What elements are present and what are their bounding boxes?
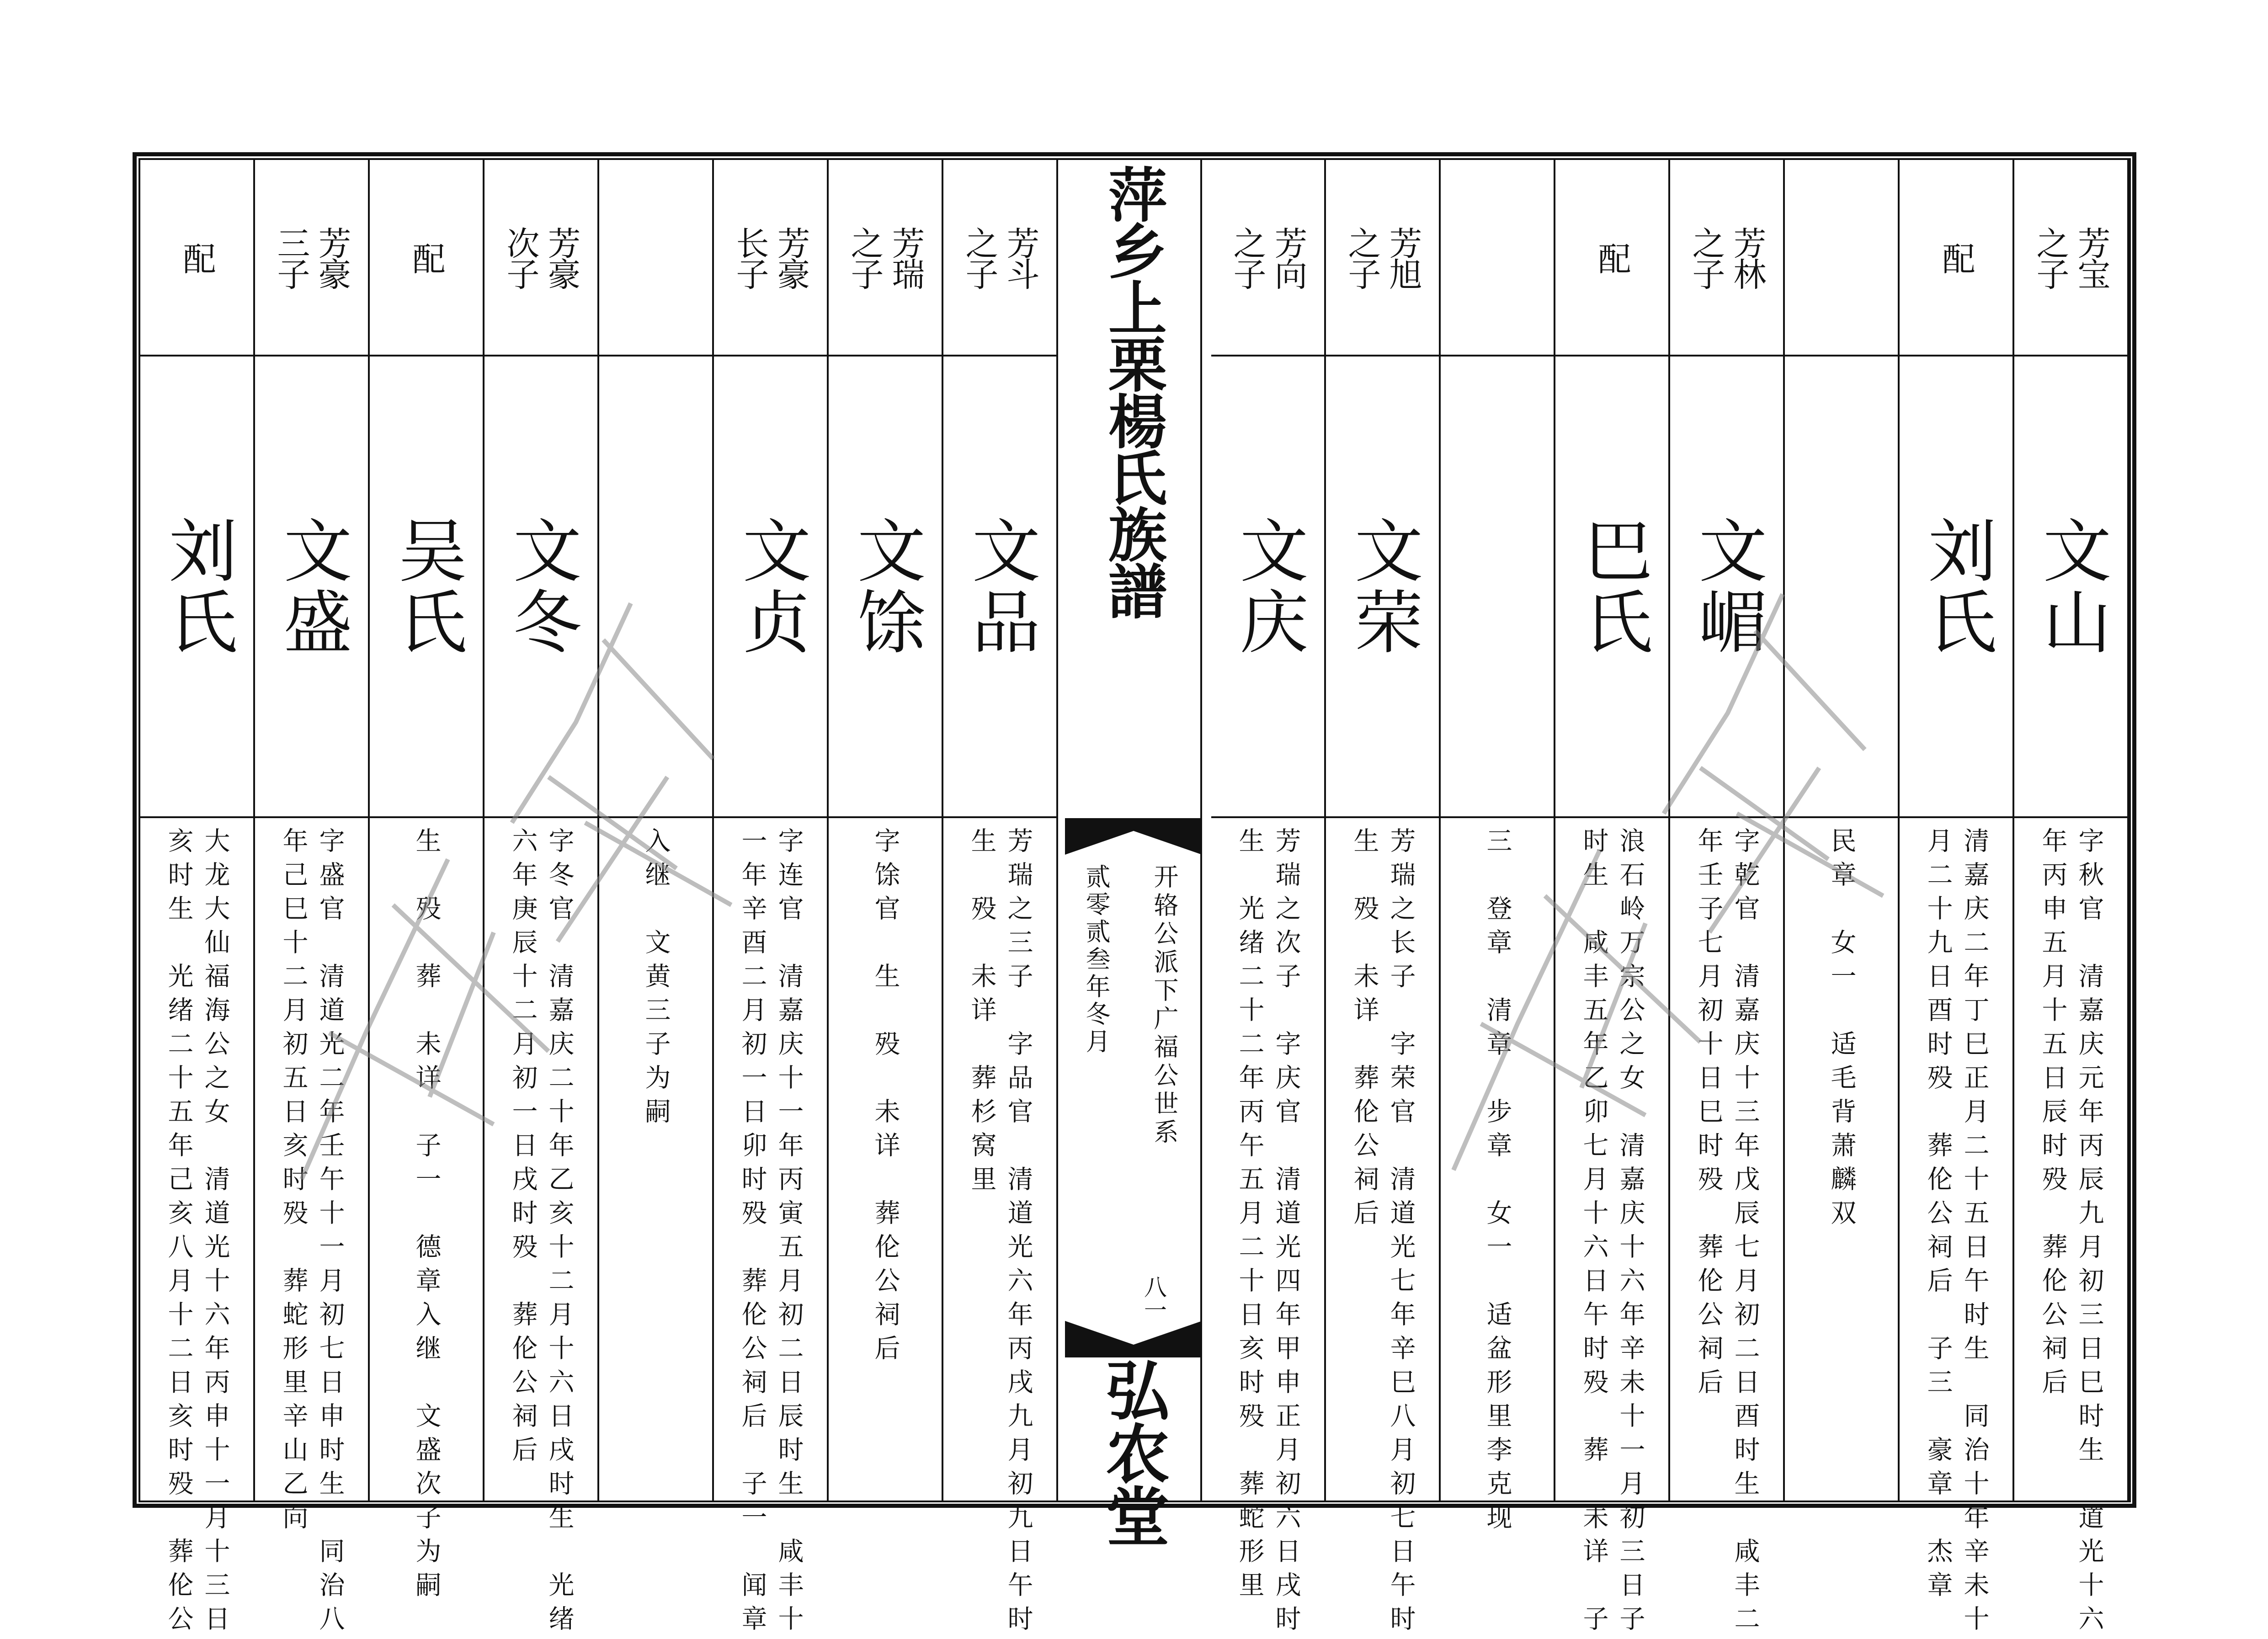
entry-column	[1555, 160, 1670, 1639]
biography-cell	[943, 818, 1056, 1639]
entry-column	[1211, 160, 1326, 1639]
biography-line: 年壬子七月初十日巳时殁 葬伦公祠后	[1693, 827, 1724, 1402]
biography-line: 字馀官 生 殁 未详 葬伦公祠后	[870, 827, 900, 1368]
fish-tail-bottom-ornament	[1065, 1321, 1202, 1357]
person-name: 文荣	[1342, 515, 1422, 658]
biography-line: 年丙申五月十五日辰时殁 葬伦公祠后	[2038, 827, 2068, 1402]
name-cell	[1326, 357, 1439, 818]
entry-column	[1670, 160, 1785, 1639]
biography-cell	[1670, 818, 1783, 1639]
entry-column	[599, 160, 714, 1501]
biography-line: 民章 女一 适毛背萧麟双	[1826, 827, 1857, 1233]
center-spine	[1065, 160, 1202, 1547]
biography-line: 三 登章 清章 步章 女一 适盆形里李克现	[1482, 827, 1512, 1538]
entry-column	[484, 160, 599, 1639]
biography-cell	[484, 818, 597, 1639]
relation-cell	[829, 160, 942, 357]
biography-cell	[255, 818, 368, 1639]
fish-tail-top-ornament	[1065, 818, 1202, 855]
biography-line: 清嘉庆二年丁巳正月二十五日午时生 同治十年辛未十	[1959, 827, 1990, 1639]
relation-cell	[255, 160, 368, 357]
name-cell	[1785, 357, 1898, 818]
person-name: 巴氏	[1572, 515, 1652, 658]
relation-cell	[943, 160, 1056, 357]
biography-cell	[1555, 818, 1668, 1639]
biography-line: 一年辛酉二月初一日卯时殁 葬伦公祠后 子一 闻章	[737, 827, 767, 1639]
name-cell	[1900, 357, 2012, 818]
biography-line: 入继 文黄三子为嗣	[641, 827, 671, 1132]
entry-column	[943, 160, 1058, 1639]
person-name: 刘氏	[157, 515, 237, 658]
biography-line: 字秋官 清嘉庆元年丙辰九月初三日巳时生 道光十六	[2074, 827, 2104, 1639]
person-name: 文山	[2031, 515, 2111, 658]
relation-cell	[714, 160, 827, 357]
name-cell	[714, 357, 827, 818]
biography-line: 时生 咸丰五年乙卯七月十六日午时殁 葬 未详 子	[1579, 827, 1609, 1639]
name-cell	[370, 357, 483, 818]
relation-label: 之子	[1687, 226, 1725, 288]
biography-line: 大龙大仙福海公之女 清道光十六年丙申十一月十三日	[200, 827, 230, 1639]
biography-cell	[714, 818, 827, 1639]
person-name: 文贞	[730, 515, 810, 658]
relation-label: 之子	[960, 226, 999, 288]
relation-label: 芳豪	[772, 226, 810, 288]
biography-line: 芳瑞之三子 字品官 清道光六年丙戌九月初九日午时	[1003, 827, 1033, 1639]
name-cell	[140, 357, 253, 818]
biography-cell	[370, 818, 483, 1605]
person-name: 吴氏	[386, 515, 466, 658]
biography-line: 字盛官 清道光二年壬午十一月初七日申时生 同治八	[315, 827, 345, 1639]
person-name: 文冬	[501, 515, 581, 658]
biography-cell	[1326, 818, 1439, 1639]
relation-label: 芳斗	[1001, 226, 1040, 288]
relation-label: 芳向	[1269, 226, 1308, 288]
relation-cell	[2014, 160, 2127, 357]
entry-column	[1900, 160, 2014, 1639]
name-cell	[943, 357, 1056, 818]
entry-column	[370, 160, 484, 1605]
name-cell	[829, 357, 942, 818]
relation-label: 次子	[501, 226, 540, 288]
entry-column	[1441, 160, 1555, 1538]
biography-line: 生 殁 葬 未详 子一 德章入继 文盛次子为嗣	[411, 827, 442, 1605]
name-cell	[2014, 357, 2127, 818]
person-name: 文馀	[845, 515, 925, 658]
relation-label: 之子	[845, 226, 884, 288]
person-name: 文庆	[1228, 515, 1308, 658]
biography-line: 生 殁 未详 葬伦公祠后	[1349, 827, 1379, 1233]
entry-column	[1785, 160, 1900, 1501]
relation-label: 配	[1592, 242, 1631, 273]
relation-label: 之子	[1228, 226, 1267, 288]
relation-label: 三子	[272, 226, 310, 288]
relation-cell	[1900, 160, 2012, 357]
relation-label: 芳旭	[1384, 226, 1422, 288]
relation-label: 之子	[2031, 226, 2070, 288]
biography-line: 生 殁 未详 葬杉窝里	[967, 827, 997, 1199]
name-cell	[1670, 357, 1783, 818]
relation-label: 芳豪	[313, 226, 351, 288]
biography-cell	[1211, 818, 1324, 1639]
relation-label: 芳瑞	[886, 226, 925, 288]
name-cell	[1441, 357, 1554, 818]
relation-cell	[599, 160, 712, 357]
branch-lineage: 开辂公派下广福公世系	[1150, 864, 1179, 1147]
biography-cell	[829, 818, 942, 1501]
entry-column	[714, 160, 829, 1639]
entry-column	[255, 160, 370, 1639]
relation-cell	[1441, 160, 1554, 357]
relation-label: 配	[407, 242, 446, 273]
relation-label: 芳林	[1728, 226, 1767, 288]
biography-line: 生 光绪二十二年丙午五月二十日亥时殁 葬蛇形里	[1235, 827, 1265, 1605]
spine-info	[1065, 818, 1200, 1357]
entry-column	[1326, 160, 1441, 1639]
biography-cell	[1441, 818, 1554, 1538]
biography-cell	[1900, 818, 2012, 1639]
name-cell	[599, 357, 712, 818]
relation-cell	[1211, 160, 1324, 357]
biography-line: 字冬官 清嘉庆二十年乙亥十二月十六日戌时生 光绪	[544, 827, 575, 1639]
compile-date: 贰零贰叁年冬月	[1082, 864, 1111, 1056]
biography-line: 芳瑞之长子 字荣官 清道光七年辛巳八月初七日午时	[1386, 827, 1416, 1639]
relation-label: 配	[1937, 242, 1975, 273]
biography-cell	[2014, 818, 2127, 1639]
biography-line: 年己巳十二月初五日亥时殁 葬蛇形里辛山乙向	[278, 827, 309, 1538]
biography-cell	[140, 818, 253, 1639]
biography-line: 浪石岭万宗公之女 清嘉庆十六年辛未十一月初三日子	[1615, 827, 1645, 1639]
page-number: 八一	[1140, 1275, 1167, 1321]
name-cell	[484, 357, 597, 818]
relation-label: 配	[177, 242, 216, 273]
relation-label: 之子	[1342, 226, 1381, 288]
person-name: 刘氏	[1916, 515, 1996, 658]
entry-column	[2014, 160, 2129, 1639]
name-cell	[255, 357, 368, 818]
biography-line: 六年庚辰十二月初一日戌时殁 葬伦公祠后	[508, 827, 538, 1470]
biography-line: 字乾官 清嘉庆十三年戊辰七月初二日酉时生 咸丰二	[1730, 827, 1760, 1639]
hall-name: 弘农堂	[1095, 1357, 1170, 1547]
person-name: 文品	[960, 515, 1040, 658]
entry-column	[140, 160, 255, 1639]
relation-label: 芳宝	[2072, 226, 2111, 288]
relation-cell	[1670, 160, 1783, 357]
person-name: 文嵋	[1687, 515, 1767, 658]
relation-cell	[140, 160, 253, 357]
biography-line: 芳瑞之次子 字庆官 清道光四年甲申正月初六日戌时	[1271, 827, 1301, 1639]
relation-cell	[1785, 160, 1898, 357]
relation-label: 长子	[730, 226, 769, 288]
biography-cell	[599, 818, 712, 1501]
biography-cell	[1785, 818, 1898, 1501]
entry-column	[829, 160, 943, 1501]
relation-cell	[1326, 160, 1439, 357]
biography-line: 月二十九日酉时殁 葬伦公祠后 子三 豪章 杰章	[1923, 827, 1953, 1605]
biography-line: 亥时生 光绪二十五年己亥八月十二日亥时殁 葬伦公	[164, 827, 194, 1639]
relation-cell	[1555, 160, 1668, 357]
relation-label: 芳豪	[542, 226, 581, 288]
name-cell	[1211, 357, 1324, 818]
relation-cell	[484, 160, 597, 357]
person-name: 文盛	[272, 515, 351, 658]
relation-cell	[370, 160, 483, 357]
biography-line: 字连官 清嘉庆十一年丙寅五月初二日辰时生 咸丰十	[774, 827, 804, 1639]
book-title: 萍乡上栗楊氏族譜	[1098, 165, 1167, 618]
name-cell	[1555, 357, 1668, 818]
